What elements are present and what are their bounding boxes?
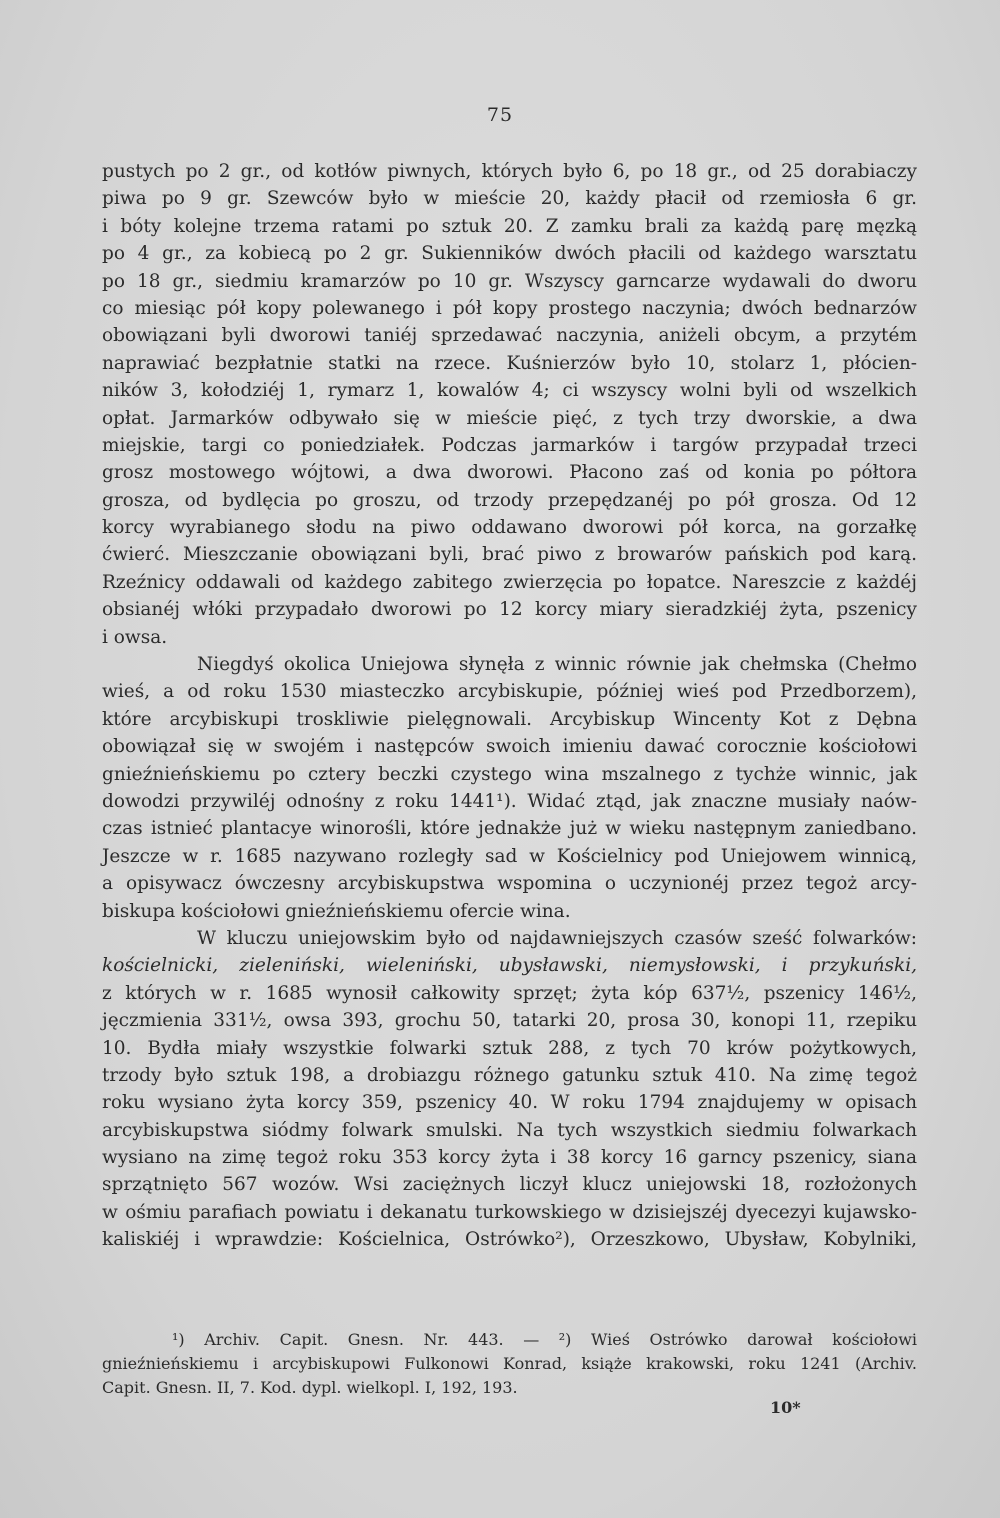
text-line: a opisywacz ówczesny arcybiskupstwa wspomina o uczynionéj przez tegoż arcy- [102,873,917,895]
footnote-line: Capit. Gnesn. II, 7. Kod. dypl. wielkopl. I, 192, 193. [102,1378,518,1397]
footnotes [102,1328,917,1400]
text-line: kaliskiéj i wprawdzie: Kościelnica, Ostrówko²), Orzeszkowo, Ubysław, Kobylniki, [102,1229,917,1251]
signature-mark: 10* [770,1398,801,1417]
text-line: wieś, a od roku 1530 miasteczko arcybiskupie, później wieś pod Przedborzem), [102,681,917,703]
text-line: Jeszcze w r. 1685 nazywano rozległy sad w Kościelnicy pod Uniejowem winnicą, [102,845,917,867]
text-line: obowiązał się w swojém i następców swoich imieniu dawać corocznie kościołowi [102,736,917,758]
text-line: miejskie, targi co poniedziałek. Podczas jarmarków i targów przypadał trzeci [102,434,917,456]
text-line: 10. Bydła miały wszystkie folwarki sztuk 288, z tych 70 krów pożytkowych, [102,1037,917,1059]
footnote-line: gnieźnieńskiemu i arcybiskupowi Fulkonowi Konrad, książe krakowski, roku 1241 (Archiv. [102,1354,917,1373]
text-line: obsianéj włóki przypadało dworowi po 12 korcy miary sieradzkiéj żyta, pszenicy [102,599,917,621]
text-line: po 4 gr., za kobiecą po 2 gr. Sukienników dwóch płacili od każdego warsztatu [102,243,917,265]
text-line: trzody było sztuk 198, a drobiazgu różnego gatunku sztuk 410. Na zimę tegoż [102,1064,917,1086]
text-line: obowiązani byli dworowi taniéj sprzedawać naczynia, aniżeli obcym, a przytém [102,325,917,347]
text-line: opłat. Jarmarków odbywało się w mieście pięć, z tych trzy dworskie, a dwa [102,407,917,429]
text-line: arcybiskupstwa siódmy folwark smulski. Na tych wszystkich siedmiu folwarkach [102,1119,917,1141]
text-line: korcy wyrabianego słodu na piwo oddawano dworowi pół korca, na gorzałkę [102,517,917,539]
text-line: i bóty kolejne trzema ratami po sztuk 20. Z zamku brali za każdą parę męzką [102,215,917,237]
text-line: ćwierć. Mieszczanie obowiązani byli, brać piwo z browarów pańskich pod karą. [102,544,917,566]
italic-estate-names-line: kościelnicki, zieleniński, wieleniński, ubysławski, niemysłowski, i przykuński, [102,955,917,977]
text-line: grosza, od bydlęcia po groszu, od trzody przepędzanéj po pół grosza. Od 12 [102,489,917,511]
text-line: które arcybiskupi troskliwie pielęgnowali. Arcybiskup Wincenty Kot z Dębna [102,708,917,730]
text-line: Rzeźnicy oddawali od każdego zabitego zwierzęcia po łopatce. Nareszcie z każdéj [102,571,917,593]
paragraph-start-line: Niegdyś okolica Uniejowa słynęła z winnic równie jak chełmska (Chełmo [197,654,917,676]
text-line: po 18 gr., siedmiu kramarzów po 10 gr. Wszyscy garncarze wydawali do dworu [102,270,917,292]
text-line: wysiano na zimę tegoż roku 353 korcy żyta i 38 korcy 16 garncy pszenicy, siana [102,1147,917,1169]
text-line: w ośmiu parafiach powiatu i dekanatu turkowskiego w dzisiejszéj dyecezyi kujawsko- [102,1201,917,1223]
text-line: i owsa. [102,626,168,648]
text-line: gnieźnieńskiemu po cztery beczki czystego wina mszalnego z tychże winnic, jak [102,763,917,785]
text-line: naprawiać bezpłatnie statki na rzece. Kuśnierzów było 10, stolarz 1, płócien- [102,352,917,374]
text-line: ników 3, kołodziéj 1, rymarz 1, kowalów 4; ci wszyscy wolni byli od wszelkich [102,380,917,402]
page-number: 75 [486,104,514,126]
text-line: dowodzi przywiléj odnośny z roku 1441¹). Widać ztąd, jak znaczne musiały naów- [102,790,917,812]
text-line: z których w r. 1685 wynosił całkowity sprzęt; żyta kóp 637½, pszenicy 146½, [102,982,917,1004]
text-line: jęczmienia 331½, owsa 393, grochu 50, tatarki 20, prosa 30, konopi 11, rzepiku [102,1010,917,1032]
text-line: sprzątnięto 567 wozów. Wsi zaciężnych liczył klucz uniejowski 18, rozłożonych [102,1174,917,1196]
text-line: piwa po 9 gr. Szewców było w mieście 20, każdy płacił od rzemiosła 6 gr. [102,188,917,210]
text-line: grosz mostowego wójtowi, a dwa dworowi. Płacono zaś od konia po półtora [102,462,917,484]
text-line: pustych po 2 gr., od kotłów piwnych, których było 6, po 18 gr., od 25 dorabiaczy [102,161,917,182]
text-line: biskupa kościołowi gnieźnieńskiemu ofercie wina. [102,900,571,922]
body-text [102,158,917,1254]
footnote-line: ¹) Archiv. Capit. Gnesn. Nr. 443. — ²) Wieś Ostrówko darował kościołowi [172,1330,917,1349]
paragraph-start-line: W kluczu uniejowskim było od najdawniejszych czasów sześć folwarków: [197,927,917,949]
text-line: czas istnieć plantacye winorośli, które jednakże już w wieku następnym zaniedbano. [102,818,917,840]
text-line: co miesiąc pół kopy polewanego i pół kopy prostego naczynia; dwóch bednarzów [102,297,917,319]
text-line: roku wysiano żyta korcy 359, pszenicy 40. W roku 1794 znajdujemy w opisach [102,1092,917,1114]
